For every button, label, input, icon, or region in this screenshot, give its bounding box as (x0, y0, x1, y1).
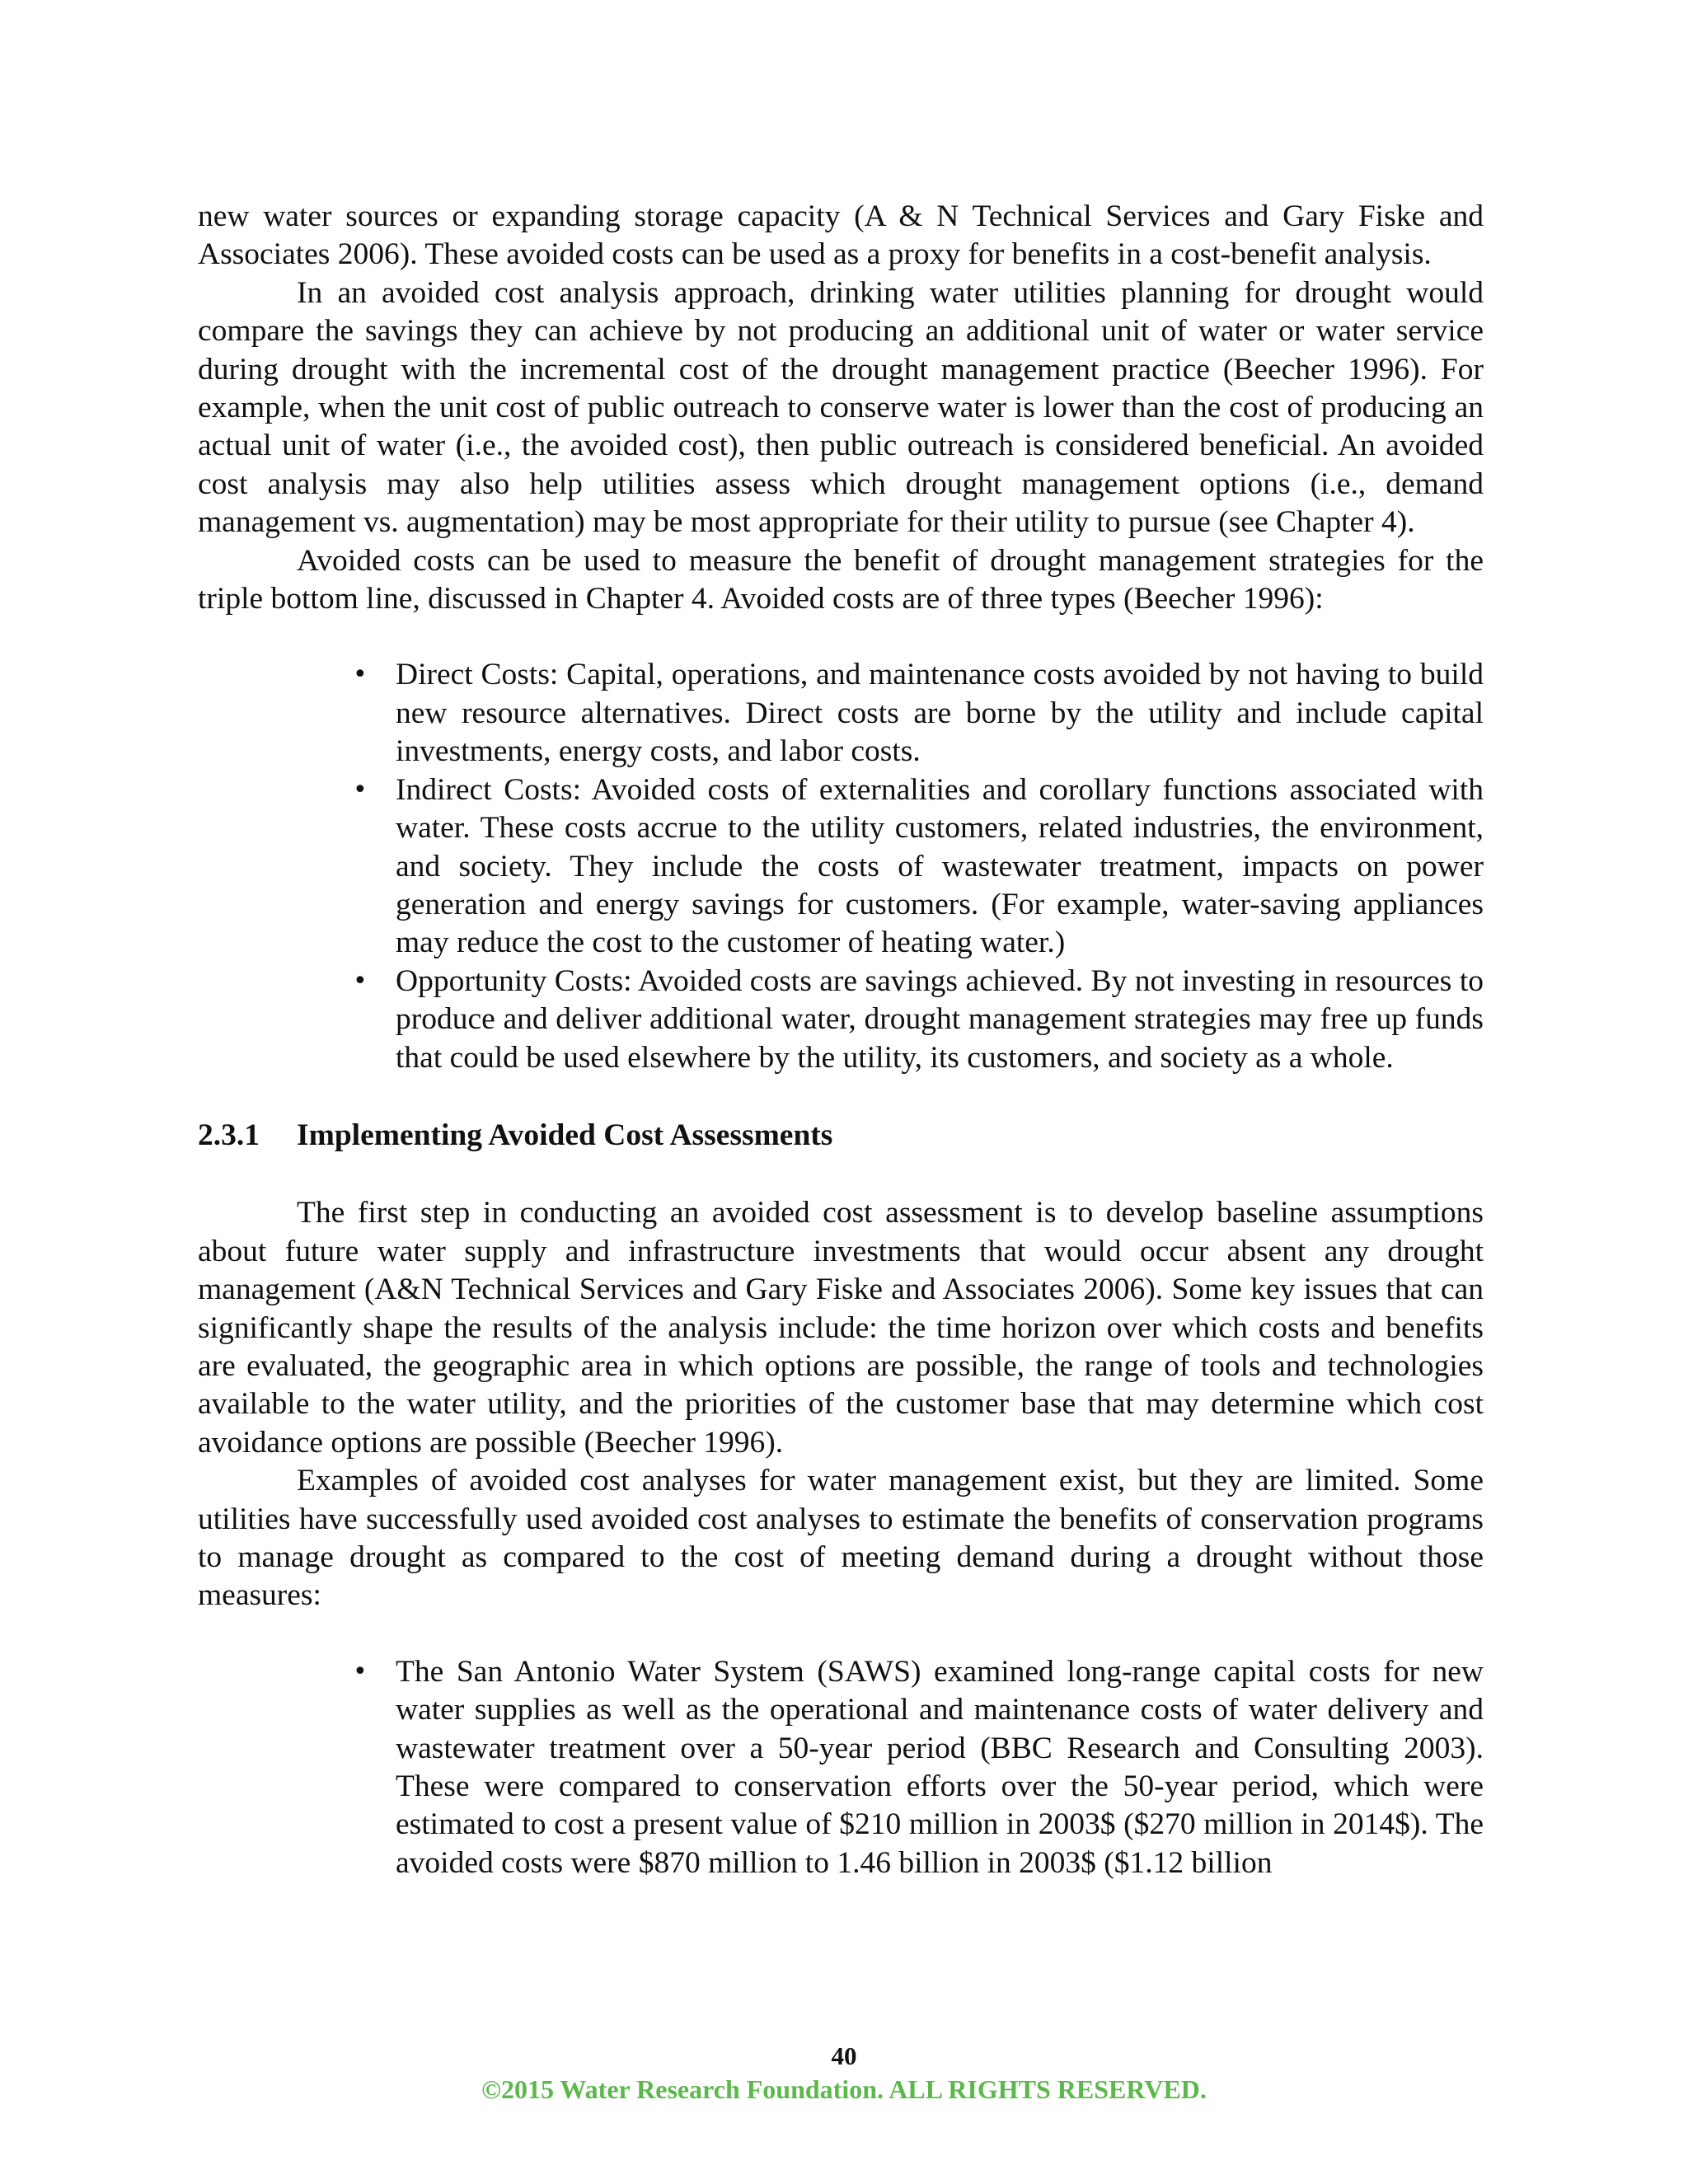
list-item (353, 656, 1484, 771)
list-item (353, 963, 1484, 1077)
section-heading (198, 1117, 1484, 1155)
bullet-icon: • (353, 966, 368, 996)
list-item-text: Direct Costs: Capital, operations, and maintenance costs avoided by not having to build new resource alternatives. Direct costs are borne by the utility and include capital investments, energy costs, and labor costs. (396, 658, 1484, 769)
body-paragraph: In an avoided cost analysis approach, drinking water utilities planning for drought would compare the savings they can achieve by not producing an additional unit of water or water service during drought with the incremental cost of the drought management practice (Beecher 1996). For example, when the unit cost of public outreach to conserve water is lower than the cost of producing an actual unit of water (i.e., the avoided cost), then public outreach is considered beneficial. An avoided cost analysis may also help utilities assess which drought management options (i.e., demand management vs. augmentation) may be most appropriate for their utility to pursue (see Chapter 4). (198, 275, 1484, 540)
section-number: 2.3.1 (198, 1118, 260, 1152)
page-body (198, 198, 1484, 1882)
list-item (353, 1653, 1484, 1882)
examples-list (198, 1653, 1484, 1882)
list-item-text: The San Antonio Water System (SAWS) examined long-range capital costs for new water supplies as well as the operational and maintenance costs of water delivery and wastewater treatment over a 50-year period (BBC Research and Consulting 2003). These were compared to conservation efforts over the 50-year period, which were estimated to cost a present value of $210 million in 2003$ ($270 million in 2014$). The avoided costs were $870 million to 1.46 billion in 2003$ ($1.12 billion (396, 1654, 1484, 1880)
body-paragraph: Examples of avoided cost analyses for water management exist, but they are limited. Some utilities have successfully used avoided cost analyses to estimate the benefits of conservation programs to manage drought as compared to the cost of meeting demand during a drought without those measures: (198, 1464, 1484, 1613)
bullet-icon: • (353, 775, 368, 804)
body-paragraph: The first step in conducting an avoided cost assessment is to develop baseline assumptions about future water supply and infrastructure investments that would occur absent any drought management (A&N Technical Services and Gary Fiske and Associates 2006). Some key issues that can significantly shape the results of the analysis include: the time horizon over which costs and benefits are evaluated, the geographic area in which options are possible, the range of tools and technologies available to the water utility, and the priorities of the customer base that may determine which cost avoidance options are possible (Beecher 1996). (198, 1196, 1484, 1460)
cost-types-list (198, 656, 1484, 1076)
list-item-text: Opportunity Costs: Avoided costs are savings achieved. By not investing in resources to produce and deliver additional water, drought management strategies may free up funds that could be used elsewhere by the utility, its customers, and society as a whole. (396, 963, 1484, 1075)
body-paragraph: new water sources or expanding storage capacity (A & N Technical Services and Gary Fiske and Associates 2006). These avoided costs can be used as a proxy for benefits in a cost-benefit analysis. (198, 199, 1484, 272)
list-item (353, 771, 1484, 963)
page-number: 40 (831, 2041, 857, 2070)
bullet-icon: • (353, 660, 368, 690)
section-title: Implementing Avoided Cost Assessments (297, 1118, 833, 1152)
body-paragraph: Avoided costs can be used to measure the benefit of drought management strategies for the triple bottom line, discussed in Chapter 4. Avoided costs are of three types (Beecher 1996): (198, 543, 1484, 616)
list-item-text: Indirect Costs: Avoided costs of externalities and corollary functions associated with water. These costs accrue to the utility customers, related industries, the environment, and society. They include the costs of wastewater treatment, impacts on power generation and energy savings for customers. (For example, water-saving appliances may reduce the cost to the customer of heating water.) (396, 772, 1484, 960)
bullet-icon: • (353, 1657, 368, 1686)
page-footer (0, 2040, 1688, 2106)
copyright-notice: ©2015 Water Research Foundation. ALL RIGHTS RESERVED. (481, 2074, 1207, 2104)
